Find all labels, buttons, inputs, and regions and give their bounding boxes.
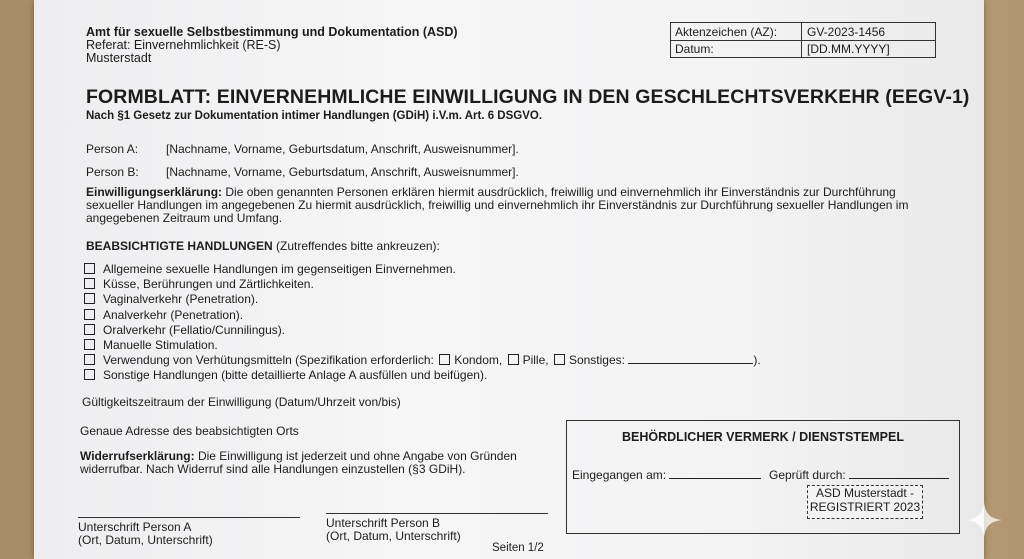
signature-b [326,517,461,543]
received-label: Eingegangen am: [572,468,667,482]
az-value[interactable]: GV-2023-1456 [807,25,886,39]
checkbox[interactable] [84,263,95,274]
sparkle-icon [964,500,1004,540]
list-item [84,277,761,292]
address-field[interactable]: Genaue Adresse des beabsichtigten Orts [80,424,299,438]
page-number: Seiten 1/2 [492,542,544,554]
declaration-heading: Einwilligungserklärung: [86,185,223,199]
issuing-authority [86,26,458,65]
declaration-text: Die oben genannten Personen erklären hiermit ausdrücklich, freiwillig und einvernehmlich ihr Einverständnis zur Durchführung sexueller Handlungen im angegebenen Zu hiermit ausdrücklich, freiwillig und einvernehmlich ihr Einverständnis zur Durchführung sexueller Handlungen im angegebenen Zeitraum und Umfang. [86,185,909,225]
list-item [84,262,761,277]
checkbox[interactable] [84,339,95,350]
person-a-label: Person A: [86,142,139,156]
item-label: Manuelle Stimulation. [103,337,218,352]
reference-box [670,22,936,58]
actions-heading-row [86,239,440,253]
form-title: FORMBLATT: EINVERNEHMLICHE EINWILLIGUNG IN DEN GESCHLECHTSVERKEHR (EEGV-1) [86,86,970,108]
list-item [84,308,761,323]
az-row [671,23,935,41]
signature-line-a[interactable] [78,517,300,518]
stamp-line-1: ASD Musterstadt - [815,486,915,500]
item-label: Oralverkehr (Fellatio/Cunnilingus). [103,322,286,337]
stamp-line-2: REGISTRIERT 2023 [809,500,921,514]
az-label: Aktenzeichen (AZ): [675,25,778,39]
option-label: Kondom, [454,353,503,368]
actions-checklist [84,262,761,384]
person-a-field[interactable]: [Nachname, Vorname, Geburtsdatum, Anschrift, Ausweisnummer]. [166,142,519,156]
official-title: BEHÖRDLICHER VERMERK / DIENSTSTEMPEL [622,430,904,444]
date-value[interactable]: [DD.MM.YYYY] [807,42,890,56]
checked-label: Geprüft durch: [769,468,846,482]
validity-field[interactable]: Gültigkeitszeitraum der Einwilligung (Datum/Uhrzeit von/bis) [82,395,401,409]
list-item-contraception [84,353,761,368]
signature-a-hint: (Ort, Datum, Unterschrift) [78,533,213,547]
checked-by-field[interactable] [849,468,949,479]
org-referat: Referat: Einvernehmlichkeit (RE-S) [86,38,281,52]
revocation-heading: Widerrufserklärung: [80,449,195,463]
signature-a-label: Unterschrift Person A [78,520,192,534]
divider [801,23,802,40]
signature-line-b[interactable] [326,513,548,514]
item-label: Verwendung von Verhütungsmitteln (Spezifikation erforderlich: [103,353,434,368]
org-name: Amt für sexuelle Selbstbestimmung und Dokumentation (ASD) [86,25,458,39]
org-city: Musterstadt [86,51,152,65]
form-document [34,0,984,559]
sonstiges-blank-field[interactable] [628,353,753,364]
closing-text: ). [753,353,761,368]
checkbox[interactable] [84,278,95,289]
person-b-field[interactable]: [Nachname, Vorname, Geburtsdatum, Anschrift, Ausweisnummer]. [166,165,519,179]
consent-declaration [86,186,926,225]
checked-row [769,468,949,482]
received-row [572,468,761,482]
checkbox[interactable] [84,324,95,335]
checkbox-sonstiges[interactable] [554,354,565,365]
date-label: Datum: [675,42,714,56]
checkbox[interactable] [84,369,95,380]
actions-heading: BEABSICHTIGTE HANDLUNGEN [86,239,273,253]
item-label: Vaginalverkehr (Penetration). [103,292,259,307]
divider [801,40,802,57]
item-label: Analverkehr (Penetration). [103,307,244,322]
actions-hint: (Zutreffendes bitte ankreuzen): [276,239,440,253]
person-b-label: Person B: [86,165,139,179]
signature-b-hint: (Ort, Datum, Unterschrift) [326,529,461,543]
checkbox[interactable] [84,293,95,304]
list-item [84,323,761,338]
signature-b-label: Unterschrift Person B [326,516,441,530]
checkbox-pille[interactable] [508,354,519,365]
revocation-statement [80,450,560,476]
list-item [84,338,761,353]
official-stamp-box [566,420,960,534]
form-subtitle: Nach §1 Gesetz zur Dokumentation intimer Handlungen (GDiH) i.V.m. Art. 6 DSGVO. [86,110,543,122]
checkbox[interactable] [84,309,95,320]
checkbox-kondom[interactable] [439,354,450,365]
list-item [84,292,761,307]
option-label: Pille, [522,353,549,368]
item-label: Allgemeine sexuelle Handlungen im gegenseitigen Einvernehmen. [103,262,456,276]
item-label: Küsse, Berührungen und Zärtlichkeiten. [103,277,314,292]
revocation-text: Die Einwilligung ist jederzeit und ohne Angabe von Gründen widerrufbar. Nach Widerruf sind alle Handlungen einzustellen (§3 GDiH). [80,449,517,476]
registration-stamp [807,485,923,519]
checkbox[interactable] [84,354,95,365]
item-label: Sonstige Handlungen (bitte detaillierte Anlage A ausfüllen und beifügen). [103,368,488,383]
received-date-field[interactable] [669,468,761,479]
date-row [671,40,935,57]
option-label: Sonstiges: [568,353,625,368]
list-item [84,368,761,383]
signature-a [78,521,213,547]
